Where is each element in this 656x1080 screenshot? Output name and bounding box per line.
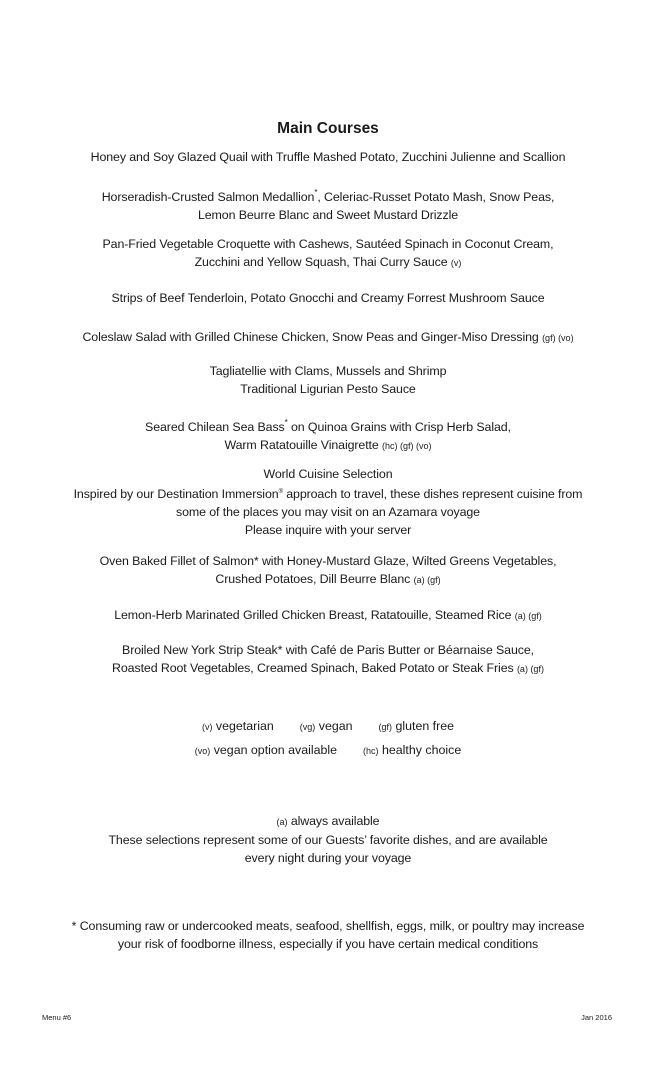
diet-tag: (hc) (gf) (vo) bbox=[382, 441, 432, 451]
section-description: some of the places you may visit on an Azamara voyage bbox=[176, 505, 480, 519]
menu-item bbox=[0, 414, 656, 455]
menu-item bbox=[0, 641, 656, 678]
section-description: Please inquire with your server bbox=[244, 523, 412, 537]
menu-item-line: Roasted Root Vegetables, Creamed Spinach, Baked Potato or Steak Fries (a) (gf) bbox=[112, 661, 544, 675]
asterisk-mark: * bbox=[284, 418, 288, 427]
menu-item bbox=[0, 606, 656, 625]
menu-item-line: Broiled New York Strip Steak* with Café de Paris Butter or Béarnaise Sauce, bbox=[122, 643, 534, 657]
diet-tag: (gf) (vo) bbox=[542, 333, 574, 343]
menu-item bbox=[0, 552, 656, 589]
menu-item-line: Zucchini and Yellow Squash, Thai Curry Sauce (v) bbox=[194, 255, 462, 269]
diet-tag: (a) (gf) bbox=[516, 664, 544, 674]
asterisk-mark: * bbox=[314, 188, 318, 197]
menu-item bbox=[0, 235, 656, 272]
diet-tag: (a) (gf) bbox=[514, 611, 542, 621]
world-cuisine-section bbox=[0, 465, 656, 539]
availability-note bbox=[0, 812, 656, 867]
menu-item-line: Seared Chilean Sea Bass* on Quinoa Grains with Crisp Herb Salad, bbox=[145, 418, 511, 434]
availability-legend: (a) always available bbox=[276, 814, 380, 828]
diet-tag: (a) (gf) bbox=[413, 575, 441, 585]
menu-item bbox=[0, 148, 656, 166]
menu-item-line: Tagliatellie with Clams, Mussels and Shrimp bbox=[209, 364, 447, 378]
legend-item-gluten-free: (gf) gluten free bbox=[378, 719, 455, 733]
menu-item-line: Coleslaw Salad with Grilled Chinese Chicken, Snow Peas and Ginger-Miso Dressing (gf) (vo) bbox=[82, 330, 574, 344]
menu-item-line: Lemon-Herb Marinated Grilled Chicken Breast, Ratatouille, Steamed Rice (a) (gf) bbox=[114, 608, 542, 622]
disclaimer-line: * Consuming raw or undercooked meats, seafood, shellfish, eggs, milk, or poultry may increase bbox=[71, 919, 585, 933]
menu-item-line: Horseradish-Crusted Salmon Medallion*, Celeriac-Russet Potato Mash, Snow Peas, bbox=[101, 188, 555, 204]
legend-item-vegan: (vg) vegan bbox=[299, 719, 353, 733]
menu-number: Menu #6 bbox=[42, 1013, 72, 1022]
diet-tag: (v) bbox=[450, 258, 462, 268]
legend-item-vegan-option: (vo) vegan option available bbox=[194, 743, 338, 757]
availability-description: These selections represent some of our Guests’ favorite dishes, and are available bbox=[108, 833, 548, 847]
legend-row bbox=[0, 717, 656, 736]
availability-description: every night during your voyage bbox=[244, 851, 412, 865]
legend-row bbox=[0, 741, 656, 760]
registered-mark: ® bbox=[278, 489, 283, 495]
menu-item-line: Oven Baked Fillet of Salmon* with Honey-Mustard Glaze, Wilted Greens Vegetables, bbox=[99, 554, 557, 568]
menu-item-line: Honey and Soy Glazed Quail with Truffle Mashed Potato, Zucchini Julienne and Scallion bbox=[90, 150, 566, 164]
menu-date: Jan 2016 bbox=[581, 1013, 612, 1022]
menu-item bbox=[0, 328, 656, 347]
menu-item-line: Traditional Ligurian Pesto Sauce bbox=[240, 382, 416, 396]
menu-item-line: Lemon Beurre Blanc and Sweet Mustard Drizzle bbox=[197, 208, 459, 222]
menu-item bbox=[0, 184, 656, 224]
menu-item-line: Crushed Potatoes, Dill Beurre Blanc (a) (gf) bbox=[215, 572, 441, 586]
section-description: Inspired by our Destination Immersion® approach to travel, these dishes represent cuisine from bbox=[73, 487, 583, 501]
legend-item-vegetarian: (v) vegetarian bbox=[201, 719, 274, 733]
menu-item bbox=[0, 289, 656, 307]
menu-item-line: Warm Ratatouille Vinaigrette (hc) (gf) (vo) bbox=[224, 438, 432, 452]
section-heading: World Cuisine Selection bbox=[263, 467, 393, 481]
legend-item-healthy-choice: (hc) healthy choice bbox=[363, 743, 462, 757]
food-safety-disclaimer bbox=[0, 917, 656, 953]
menu-item-line: Strips of Beef Tenderloin, Potato Gnocchi and Creamy Forrest Mushroom Sauce bbox=[111, 291, 545, 305]
menu-item bbox=[0, 362, 656, 398]
menu-item-line: Pan-Fried Vegetable Croquette with Cashews, Sautéed Spinach in Coconut Cream, bbox=[102, 237, 554, 251]
disclaimer-line: your risk of foodborne illness, especially if you have certain medical conditions bbox=[117, 937, 539, 951]
page-title: Main Courses bbox=[277, 120, 379, 137]
